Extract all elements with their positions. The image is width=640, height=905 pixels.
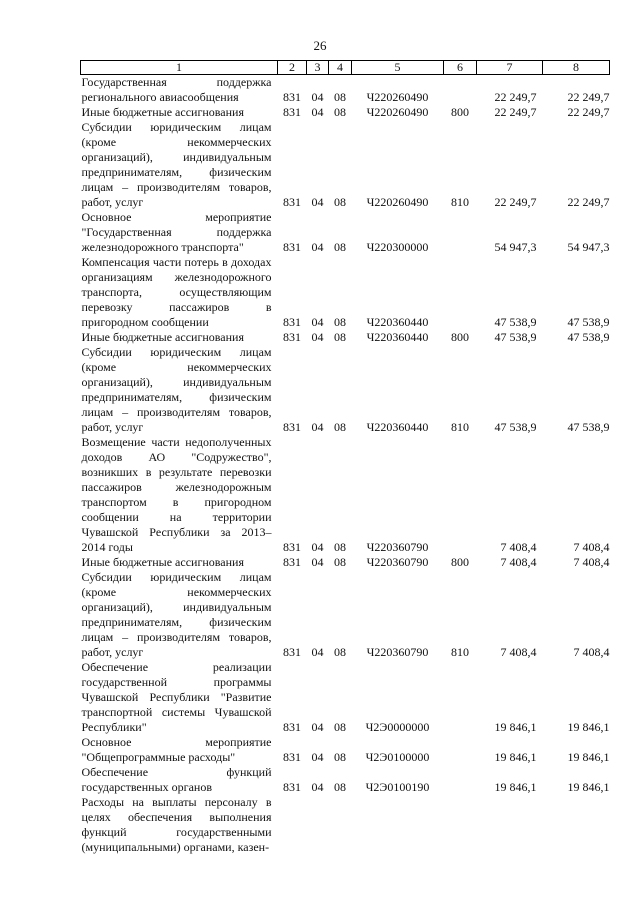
target-article-code: Ч220360790 bbox=[366, 540, 429, 554]
ministry-code: 831 bbox=[283, 330, 301, 344]
section-code: 04 bbox=[311, 90, 324, 104]
target-article-code: Ч2Э0100000 bbox=[365, 750, 430, 764]
budget-item-name: Обеспечение функций государственных органов bbox=[81, 765, 272, 794]
expense-type-code: 800 bbox=[451, 330, 469, 344]
column-header-8: 8 bbox=[543, 61, 610, 75]
section-code bbox=[307, 795, 329, 855]
ministry-code: 831 bbox=[283, 540, 301, 554]
expense-type-code: 800 bbox=[451, 555, 469, 569]
amount-column-8: 47 538,9 bbox=[567, 330, 610, 344]
budget-item-name: Государственная поддержка регионального авиасообщения bbox=[81, 75, 272, 104]
amount-column-8: 22 249,7 bbox=[567, 90, 610, 104]
expense-type-code bbox=[444, 255, 477, 330]
subsection-code bbox=[329, 795, 352, 855]
amount-column-7: 22 249,7 bbox=[494, 105, 537, 119]
subsection-code: 08 bbox=[334, 540, 346, 554]
table-row bbox=[81, 75, 610, 106]
amount-column-7: 19 846,1 bbox=[494, 780, 537, 794]
amount-column-7: 54 947,3 bbox=[494, 240, 537, 254]
amount-column-7: 22 249,7 bbox=[494, 195, 537, 209]
amount-column-7: 19 846,1 bbox=[494, 720, 537, 734]
section-code: 04 bbox=[311, 780, 324, 794]
table-row bbox=[81, 570, 610, 660]
table-row bbox=[81, 555, 610, 570]
target-article-code: Ч220360790 bbox=[366, 645, 429, 659]
target-article-code: Ч220360440 bbox=[366, 330, 429, 344]
expense-type-code bbox=[444, 210, 477, 255]
amount-column-8: 19 846,1 bbox=[567, 750, 610, 764]
subsection-code: 08 bbox=[334, 105, 346, 119]
amount-column-8: 22 249,7 bbox=[567, 195, 610, 209]
amount-column-8: 54 947,3 bbox=[567, 240, 610, 254]
amount-column-7: 47 538,9 bbox=[494, 315, 537, 329]
column-header-3: 3 bbox=[307, 61, 329, 75]
budget-item-name: Компенсация части потерь в доходах организациям железнодорожного транспорта, осуществляющим перевозку пассажиров в пригородном сообщении bbox=[81, 255, 272, 329]
subsection-code: 08 bbox=[334, 780, 346, 794]
table-row bbox=[81, 660, 610, 735]
budget-item-name: Иные бюджетные ассигнования bbox=[81, 555, 244, 569]
target-article-code: Ч220300000 bbox=[366, 240, 429, 254]
ministry-code: 831 bbox=[283, 240, 301, 254]
section-code: 04 bbox=[311, 105, 324, 119]
ministry-code: 831 bbox=[283, 555, 301, 569]
target-article-code: Ч220360790 bbox=[366, 555, 429, 569]
section-code: 04 bbox=[311, 330, 324, 344]
table-body bbox=[81, 75, 610, 856]
budget-item-name: Субсидии юридическим лицам (кроме некоммерческих организаций), индивидуальным предпринимателям, физическим лицам – производителям товаров, работ, услуг bbox=[81, 570, 272, 659]
expense-type-code bbox=[444, 660, 477, 735]
target-article-code: Ч220360440 bbox=[366, 420, 429, 434]
amount-column-8: 47 538,9 bbox=[567, 420, 610, 434]
target-article-code: Ч220360440 bbox=[366, 315, 429, 329]
target-article-code: Ч2Э0100190 bbox=[365, 780, 430, 794]
target-article-code: Ч220260490 bbox=[366, 195, 429, 209]
section-code: 04 bbox=[311, 195, 324, 209]
amount-column-7: 7 408,4 bbox=[500, 555, 537, 569]
target-article-code: Ч220260490 bbox=[366, 105, 429, 119]
budget-item-name: Иные бюджетные ассигнования bbox=[81, 105, 244, 119]
amount-column-8: 7 408,4 bbox=[573, 555, 610, 569]
budget-item-name: Субсидии юридическим лицам (кроме некоммерческих организаций), индивидуальным предпринимателям, физическим лицам – производителям товаров, работ, услуг bbox=[81, 120, 272, 209]
expense-type-code bbox=[444, 435, 477, 555]
table-row bbox=[81, 105, 610, 120]
table-row bbox=[81, 330, 610, 345]
expense-type-code bbox=[444, 735, 477, 765]
amount-column-7 bbox=[477, 795, 543, 855]
subsection-code: 08 bbox=[334, 720, 346, 734]
column-header-1: 1 bbox=[81, 61, 278, 75]
subsection-code: 08 bbox=[334, 195, 346, 209]
column-header-2: 2 bbox=[278, 61, 307, 75]
amount-column-8: 19 846,1 bbox=[567, 720, 610, 734]
expense-type-code: 800 bbox=[451, 105, 469, 119]
ministry-code: 831 bbox=[283, 720, 301, 734]
section-code: 04 bbox=[311, 750, 324, 764]
budget-item-name: Основное мероприятие "Общепрограммные расходы" bbox=[81, 735, 272, 764]
target-article-code bbox=[352, 795, 444, 855]
column-header-7: 7 bbox=[477, 61, 543, 75]
ministry-code: 831 bbox=[283, 645, 301, 659]
column-header-4: 4 bbox=[329, 61, 352, 75]
ministry-code: 831 bbox=[283, 90, 301, 104]
expense-type-code: 810 bbox=[451, 645, 469, 659]
table-row bbox=[81, 120, 610, 210]
ministry-code: 831 bbox=[283, 420, 301, 434]
budget-item-name: Иные бюджетные ассигнования bbox=[81, 330, 244, 344]
section-code: 04 bbox=[311, 720, 324, 734]
budget-item-name: Расходы на выплаты персоналу в целях обеспечения выполнения функций государственными (муниципальными) органами, казен- bbox=[81, 795, 272, 854]
ministry-code: 831 bbox=[283, 105, 301, 119]
target-article-code: Ч220260490 bbox=[366, 90, 429, 104]
subsection-code: 08 bbox=[334, 645, 346, 659]
budget-item-name: Возмещение части недополученных доходов АО "Содружество", возникших в результате перевозки пассажиров железнодорожным транспортом в пригородном сообщении на территории Чувашской Республики за 2013–2014 годы bbox=[81, 435, 272, 554]
budget-item-name: Обеспечение реализации государственной программы Чувашской Республики "Развитие транспортной системы Чувашской Республики" bbox=[81, 660, 272, 734]
budget-item-name: Субсидии юридическим лицам (кроме некоммерческих организаций), индивидуальным предпринимателям, физическим лицам – производителям товаров, работ, услуг bbox=[81, 345, 272, 434]
subsection-code: 08 bbox=[334, 420, 346, 434]
table-row bbox=[81, 435, 610, 555]
amount-column-8: 22 249,7 bbox=[567, 105, 610, 119]
subsection-code: 08 bbox=[334, 315, 346, 329]
expense-type-code bbox=[444, 795, 477, 855]
subsection-code: 08 bbox=[334, 555, 346, 569]
amount-column-7: 19 846,1 bbox=[494, 750, 537, 764]
subsection-code: 08 bbox=[334, 90, 346, 104]
section-code: 04 bbox=[311, 420, 324, 434]
amount-column-8: 19 846,1 bbox=[567, 780, 610, 794]
column-header-6: 6 bbox=[444, 61, 477, 75]
section-code: 04 bbox=[311, 240, 324, 254]
ministry-code: 831 bbox=[283, 195, 301, 209]
section-code: 04 bbox=[311, 555, 324, 569]
amount-column-8: 7 408,4 bbox=[573, 645, 610, 659]
table-row bbox=[81, 345, 610, 435]
table-row bbox=[81, 795, 610, 855]
budget-item-name: Основное мероприятие "Государственная поддержка железнодорожного транспорта" bbox=[81, 210, 272, 254]
table-row bbox=[81, 765, 610, 795]
subsection-code: 08 bbox=[334, 750, 346, 764]
amount-column-7: 7 408,4 bbox=[500, 540, 537, 554]
page-number: 26 bbox=[313, 38, 327, 53]
expense-type-code: 810 bbox=[451, 420, 469, 434]
amount-column-8: 47 538,9 bbox=[567, 315, 610, 329]
amount-column-8: 7 408,4 bbox=[573, 540, 610, 554]
table-row bbox=[81, 210, 610, 255]
amount-column-7: 47 538,9 bbox=[494, 420, 537, 434]
target-article-code: Ч2Э0000000 bbox=[365, 720, 430, 734]
table-row bbox=[81, 255, 610, 330]
expense-type-code bbox=[444, 765, 477, 795]
ministry-code bbox=[278, 795, 307, 855]
amount-column-7: 7 408,4 bbox=[500, 645, 537, 659]
expense-type-code: 810 bbox=[451, 195, 469, 209]
budget-table bbox=[80, 60, 610, 855]
ministry-code: 831 bbox=[283, 780, 301, 794]
ministry-code: 831 bbox=[283, 315, 301, 329]
section-code: 04 bbox=[311, 315, 324, 329]
section-code: 04 bbox=[311, 645, 324, 659]
ministry-code: 831 bbox=[283, 750, 301, 764]
column-header-5: 5 bbox=[352, 61, 444, 75]
table-row bbox=[81, 735, 610, 765]
expense-type-code bbox=[444, 75, 477, 106]
subsection-code: 08 bbox=[334, 330, 346, 344]
amount-column-8 bbox=[543, 795, 610, 855]
subsection-code: 08 bbox=[334, 240, 346, 254]
amount-column-7: 47 538,9 bbox=[494, 330, 537, 344]
table-header-row bbox=[81, 61, 610, 75]
amount-column-7: 22 249,7 bbox=[494, 90, 537, 104]
section-code: 04 bbox=[311, 540, 324, 554]
